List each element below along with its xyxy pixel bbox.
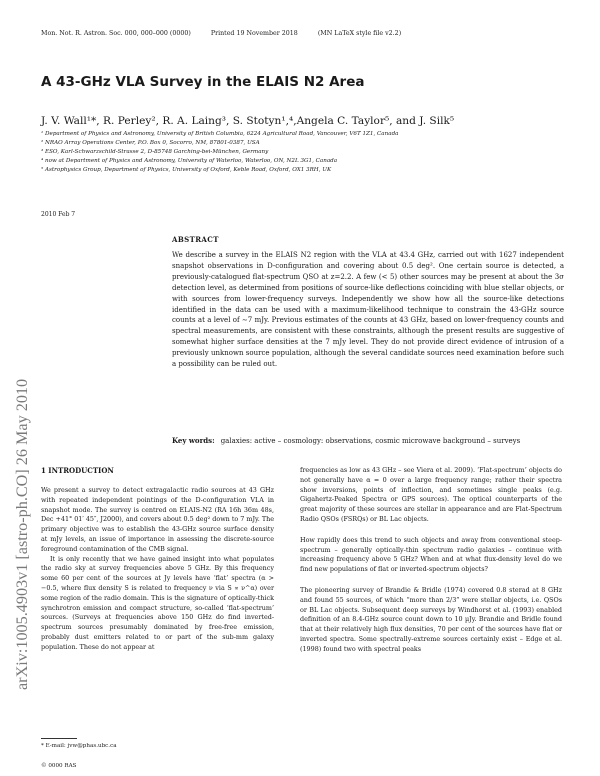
copyright-notice: © 0000 RAS [41,763,77,769]
paragraph: How rapidly does this trend to such objects and away from conventional steep-spectrum – generally optically-thin spectrum radio galaxies – continue with increasing frequency above 5 GHz? When and at what flux-density level do we find new populations of flat or inverted-spectrum objects? [300,535,562,574]
affiliation-3: ³ ESO, Karl-Schwarzschild-Strasse 2, D-85748 Garching-bei-München, Germany [41,148,269,155]
body-column-right [300,466,562,655]
running-head [41,30,419,37]
affiliations [41,130,399,175]
keywords-text: galaxies: active – cosmology: observations, cosmic microwave background – surveys [220,437,521,445]
affiliation-1: ¹ Department of Physics and Astronomy, University of British Columbia, 6224 Agricultural Road, Vancouver, V6T 1Z1, Canada [41,131,399,137]
journal-reference: Mon. Not. R. Astron. Soc. 000, 000–000 (0000) [41,30,191,37]
arxiv-stamp-text: arXiv:1005.4903v1 [astro-ph.CO] 26 May 2010 [13,378,31,690]
footnote-email: * E-mail: jvw@phas.ubc.ca [41,743,117,749]
section-heading: 1 INTRODUCTION [41,466,114,475]
paragraph: frequencies as low as 43 GHz – see Viera et al. 2009). ‘Flat-spectrum’ objects do not generally have α = 0 over a large frequency range; rather their spectra show inversions, points of inflection, and sometimes single peaks (e.g. Gigahertz-Peaked Spectra or GPS sources). The optical counterparts of the great majority of these sources are stellar in appearance and are Flat-Spectrum Radio QSOs (FSRQs) or BL Lac objects. [300,466,562,523]
paragraph: We present a survey to detect extragalactic radio sources at 43 GHz with repeated independent pointings of the D-configuration VLA in snapshot mode. The survey is centred on ELAIS-N2 (RA 16h 36m 48s, Dec +41° 01′ 45″, J2000), and covers about 0.5 deg² down to 7 mJy. The primary objective was to establish the 43-GHz source surface density at mJy levels, an issue of importance in assessing the discrete-source foreground contamination of the CMB signal. [41,486,274,553]
affiliation-4: ⁴ now at Department of Physics and Astronomy, University of Waterloo, Waterloo, ON, N2L 3G1, Canada [41,157,338,164]
footnote-rule [41,738,77,739]
keywords-label: Key words: [172,436,215,445]
author-list: J. V. Wall¹*, R. Perley², R. A. Laing³, S. Stotyn¹,⁴,Angela C. Taylor⁵, and J. Silk⁵ [41,115,455,127]
arxiv-stamp [2,200,38,700]
paragraph: The pioneering survey of Brandie & Bridle (1974) covered 0.8 sterad at 8 GHz and found 55 sources, of which “more than 2/3” were stellar objects, i.e. QSOs or BL Lac objects. Subsequent deep surveys by Windhorst et al. (1993) enabled definition of an 8.4-GHz source count down to 10 µJy. Brandie and Bridle found that at their relatively high flux densities, 70 per cent of the sources have flat or inverted spectra. Some spectrally-extreme sources certainly exist – Edge et al. (1998) found two with spectral peaks [300,585,562,653]
keywords [172,436,564,447]
abstract-heading: ABSTRACT [172,235,219,244]
print-date: Printed 19 November 2018 [210,30,298,37]
affiliation-2: ² NRAO Array Operations Center, P.O. Box 0, Socorro, NM, 87801-0387, USA [41,139,260,146]
body-column-left [41,486,274,653]
abstract-text: We describe a survey in the ELAIS N2 region with the VLA at 43.4 GHz, carried out with 1627 independent snapshot observations in D-configuration and covering about 0.5 deg². One certain source is detected, a previously-catalogued flat-spectrum QSO at z=2.2. A few (< 5) other sources may be present at about the 3σ detection level, as determined from positions of source-like deflections coinciding with blue stellar objects, or with sources from lower-frequency surveys. Independently we show how all the source-like detections identified in the data can be used with a maximum-likelihood technique to constrain the 43-GHz source counts at a level of ∼7 mJy. Previous estimates of the counts at 43 GHz, based on lower-frequency counts and spectral measurements, are consistent with these constraints, although the present results are suggestive of somewhat higher surface densities at the 7 mJy level. They do not provide direct evidence of intrusion of a previously unknown source population, although the several candidate sources need examination before such a possibility can be ruled out. [172,251,564,369]
paragraph: It is only recently that we have gained insight into what populates the radio sky at survey frequencies above 5 GHz. By this frequency some 60 per cent of the sources at Jy levels have ‘flat’ spectra (α > −0.5, where flux density S is related to frequency ν via S ∝ ν^α) over some region of the radio domain. This is the signature of optically-thick synchrotron emission and compact structure, so-called ‘flat-spectrum’ sources. (Surveys at frequencies above 150 GHz do find inverted-spectrum sources presumably dominated by free-free emission, probably dust emitters related to or part of the sub-mm galaxy population. These do not appear at [41,554,274,651]
style-file-note: (MN LaTeX style file v2.2) [317,30,402,37]
submission-date: 2010 Feb 7 [41,211,76,218]
affiliation-5: ⁵ Astrophysics Group, Department of Physics, University of Oxford, Keble Road, Oxford, OX1 3RH, UK [41,166,332,173]
paper-title: A 43-GHz VLA Survey in the ELAIS N2 Area [41,74,365,90]
